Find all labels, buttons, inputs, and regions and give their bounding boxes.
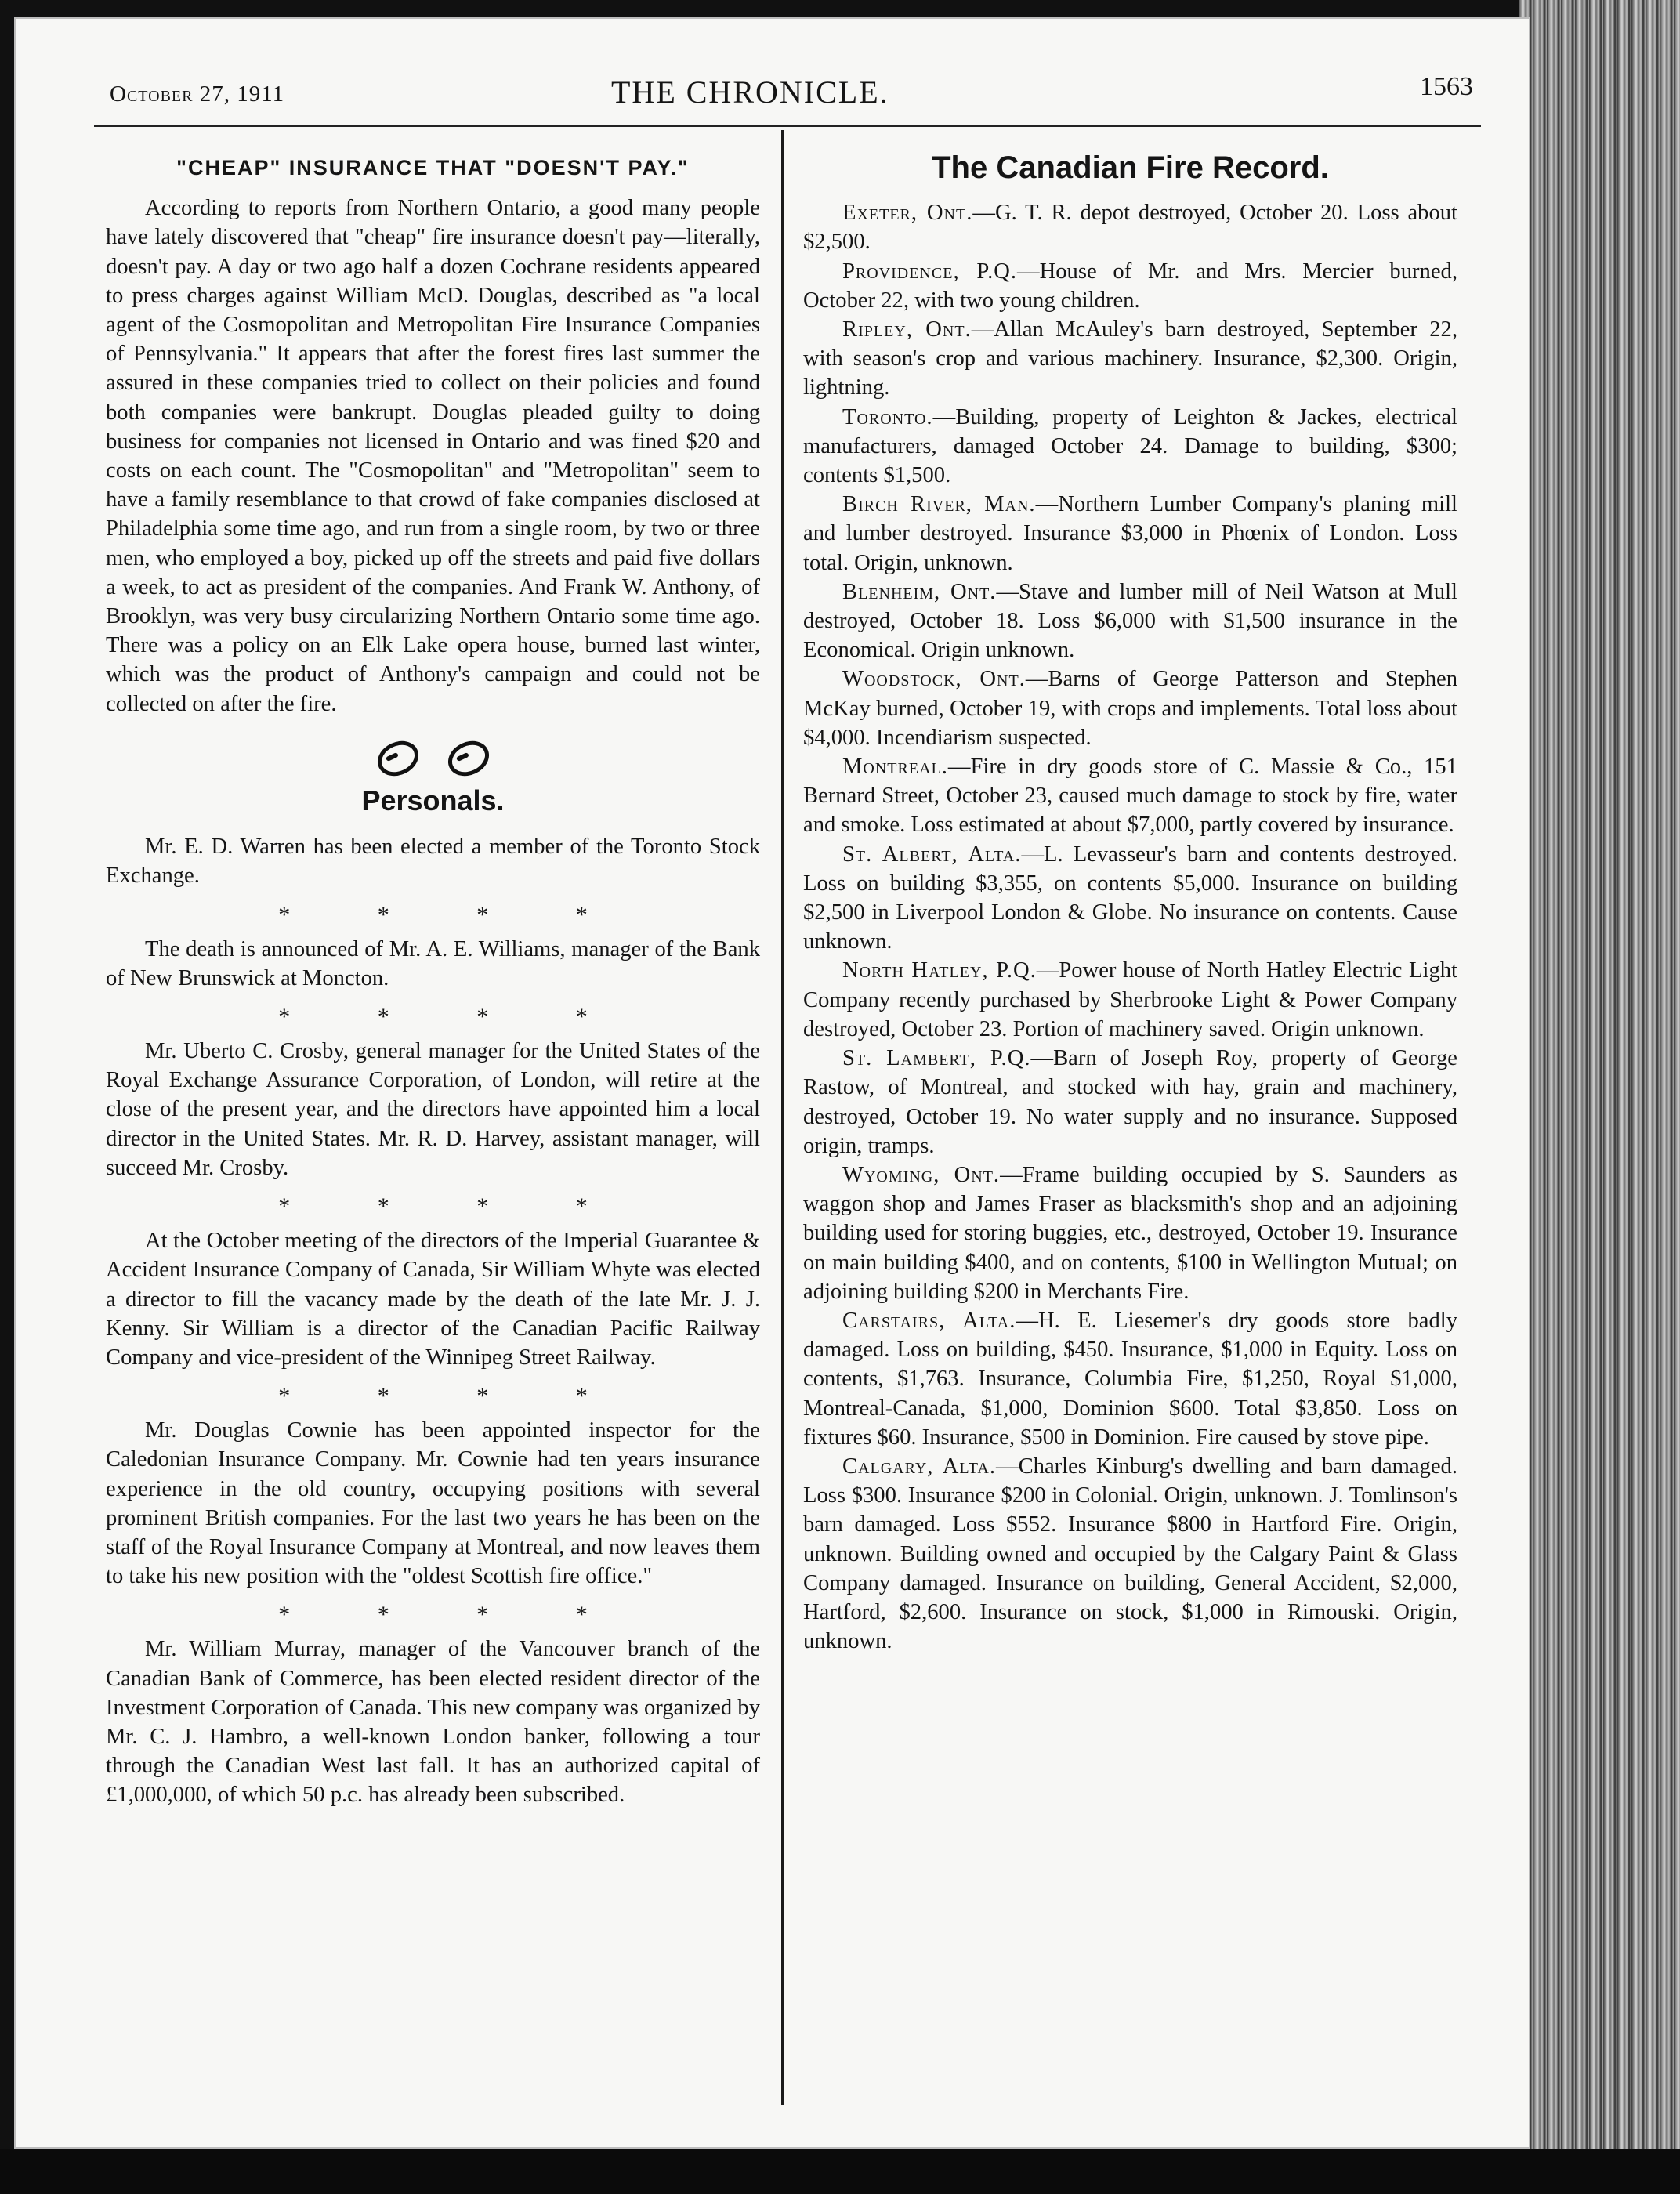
header-page-number: 1563 xyxy=(1420,72,1473,101)
separator-stars: * * * * xyxy=(278,1193,628,1220)
fire-entry-place: Blenheim, Ont. xyxy=(842,579,997,604)
fire-entry: Providence, P.Q.—House of Mr. and Mrs. Mercier burned, October 22, with two young children. xyxy=(803,259,1457,313)
fire-entry: Wyoming, Ont.—Frame building occupied by S. Saunders as waggon shop and James Fraser as blacksmith's shop and an adjoining building used for storing buggies, etc., destroyed, October 19. Insurance on main building $400, and on contents, $100 in Wellington Mutual; on adjoining building $200 in Merchants Fire. xyxy=(803,1162,1457,1304)
fire-entry-text: Barn of Joseph Roy, property of George Rastow, of Montreal, and stocked with hay, grain and machinery, destroyed, October 19. No water supply and no insurance. Supposed origin, tramps. xyxy=(803,1046,1457,1158)
fire-entry-place: Toronto. xyxy=(842,404,933,429)
personal-item: The death is announced of Mr. A. E. Williams, manager of the Bank of New Brunswick at Moncton. xyxy=(106,936,760,990)
fire-entry-place: Calgary, Alta. xyxy=(842,1454,996,1479)
fire-entry-place: St. Lambert, P.Q. xyxy=(842,1046,1031,1071)
fire-entry-text: Allan McAuley's barn destroyed, September 22, with season's crop and various machinery. Insurance, $2,300. Origin, lightning. xyxy=(803,317,1457,400)
personals-heading: Personals. xyxy=(361,784,505,817)
fire-entry: Blenheim, Ont.—Stave and lumber mill of Neil Watson at Mull destroyed, October 18. Loss $6,000 with $1,500 insurance in the Economical. Origin unknown. xyxy=(803,579,1457,663)
scan-bottom-edge xyxy=(0,2149,1680,2194)
fire-entry-text: Barns of George Patterson and Stephen McKay burned, October 19, with crops and implements. Total loss about $4,000. Incendiarism suspected. xyxy=(803,667,1457,750)
header-rule xyxy=(94,125,1481,127)
fire-entry-text: G. T. R. depot destroyed, October 20. Loss about $2,500. xyxy=(803,201,1458,255)
fire-entry-text: Building, property of Leighton & Jackes, electrical manufacturers, damaged October 24. Damage to building, $300; contents $1,500. xyxy=(803,404,1457,488)
personal-item: Mr. William Murray, manager of the Vancouver branch of the Canadian Bank of Commerce, has been elected resident director of the Investment Corporation of Canada. This new company was organized by Mr. C. J. Hambro, a well-known London banker, following a tour through the Canadian West last fall. It has an authorized capital of £1,000,000, of which 50 p.c. has already been subscribed. xyxy=(106,1637,760,1808)
fire-entry-place: Birch River, Man. xyxy=(842,492,1036,517)
cheap-insurance-heading: "CHEAP" INSURANCE THAT "DOESN'T PAY." xyxy=(176,156,690,179)
fire-entry: Calgary, Alta.—Charles Kinburg's dwelling and barn damaged. Loss $300. Insurance $200 in Colonial. Origin, unknown. J. Tomlinson's barn damaged. Loss $552. Insurance $800 in Hartford Fire. Origin, unknown. Building owned and occupied by the Calgary Paint & Glass Company damaged. Insurance on building, General Accident, $2,000, Hartford, $2,600. Insurance on stock, $1,000 in Rimouski. Origin, unknown. xyxy=(803,1454,1457,1654)
personal-item: Mr. Uberto C. Crosby, general manager for the United States of the Royal Exchange Assurance Corporation, of London, will retire at the close of the present year, and the directors have appointed him a local director in the United States. Mr. R. D. Harvey, assistant manager, will succeed Mr. Crosby. xyxy=(106,1039,760,1180)
fire-entry-place: Montreal. xyxy=(842,755,948,780)
fire-entry-text: L. Levasseur's barn and contents destroyed. Loss on building $3,355, on contents $5,000. Insurance on building $2,500 in Liverpool London & Globe. No insurance on contents. Cause unknown. xyxy=(803,842,1457,954)
personal-item: Mr. E. D. Warren has been elected a member of the Toronto Stock Exchange. xyxy=(106,835,760,889)
fire-entry-place: Wyoming, Ont. xyxy=(842,1162,1001,1187)
fire-entry: North Hatley, P.Q.—Power house of North Hatley Electric Light Company recently purchased by Sherbrooke Light & Power Company destroyed, October 23. Portion of machinery saved. Origin unknown. xyxy=(803,958,1457,1041)
fire-entry-text: House of Mr. and Mrs. Mercier burned, October 22, with two young children. xyxy=(803,259,1457,313)
left-column xyxy=(106,154,760,1810)
page-header xyxy=(110,72,1489,119)
fire-entry-text: Stave and lumber mill of Neil Watson at Mull destroyed, October 18. Loss $6,000 with $1,500 insurance in the Economical. Origin unknown. xyxy=(803,579,1457,663)
separator-stars: * * * * xyxy=(278,1602,628,1628)
fire-entry-text: Fire in dry goods store of C. Massie & Co., 151 Bernard Street, October 23, caused much damage to stock by fire, water and smoke. Loss estimated at about $7,000, partly covered by insurance. xyxy=(803,755,1457,838)
fire-entry-place: St. Albert, Alta. xyxy=(842,842,1022,867)
fire-entry: Montreal.—Fire in dry goods store of C. Massie & Co., 151 Bernard Street, October 23, caused much damage to stock by fire, water and smoke. Loss estimated at about $7,000, partly covered by insurance. xyxy=(803,755,1457,838)
fire-entry: Toronto.—Building, property of Leighton & Jackes, electrical manufacturers, damaged October 24. Damage to building, $300; contents $1,500. xyxy=(803,404,1457,488)
ornament-divider xyxy=(106,742,760,783)
personal-item: Mr. Douglas Cownie has been appointed inspector for the Caledonian Insurance Company. Mr. Cownie had ten years insurance experience in the old country, occupying positions with several prominent British companies. For the last two years he has been on the staff of the Royal Insurance Company at Montreal, and now leaves them to take his new position with the "oldest Scottish fire office." xyxy=(106,1418,760,1589)
fire-entry-place: Woodstock, Ont. xyxy=(842,667,1026,692)
separator-stars: * * * * xyxy=(278,901,628,928)
fire-entry-text: Northern Lumber Company's planing mill and lumber destroyed. Insurance $3,000 in Phœnix of London. Loss total. Origin, unknown. xyxy=(803,492,1458,575)
fire-entry-place: Providence, P.Q. xyxy=(842,259,1018,284)
cheap-insurance-body: According to reports from Northern Ontario, a good many people have lately discovered that "cheap" fire insurance doesn't pay—literally, doesn't pay. A day or two ago half a dozen Cochrane residents appeared to press charges against William McD. Douglas, described as "a local agent of the Cosmopolitan and Metropolitan Fire Insurance Companies of Pennsylvania." It appears that after the forest fires last summer the assured in these companies tried to collect on their policies and found both companies were bankrupt. Douglas pleaded guilty to doing business for companies not licensed in Ontario and was fined $20 and costs on each count. The "Cosmopolitan" and "Metropolitan" seem to have a family resemblance to that crowd of fake companies disclosed at Philadelphia some time ago, and run from a single room, by two or three men, who employed a boy, picked up off the streets and paid five dollars a week, to act as president of the companies. And Frank W. Anthony, of Brooklyn, was very busy circularizing Northern Ontario some time ago. There was a policy on an Elk Lake opera house, burned last winter, which was the product of Anthony's campaign and could not be collected on after the fire. xyxy=(106,196,760,716)
fire-entry: Carstairs, Alta.—H. E. Liesemer's dry goods store badly damaged. Loss on building, $450. Insurance, $1,000 in Equity. Loss on contents, $1,763. Insurance, Columbia Fire, $1,250, Royal $1,000, Montreal-Canada, $1,000, Dominion $600. Total $3,850. Loss on fixtures $60. Insurance, $500 in Dominion. Fire caused by stove pipe. xyxy=(803,1308,1457,1450)
fire-entry: St. Lambert, P.Q.—Barn of Joseph Roy, property of George Rastow, of Montreal, and stocked with hay, grain and machinery, destroyed, October 19. No water supply and no insurance. Supposed origin, tramps. xyxy=(803,1046,1457,1158)
fire-entry-place: Ripley, Ont. xyxy=(842,317,972,342)
fire-entry-text: Frame building occupied by S. Saunders as waggon shop and James Fraser as blacksmith's shop and an adjoining building used for storing buggies, etc., destroyed, October 19. Insurance on main building $400, and on contents, $100 in Wellington Mutual; on adjoining building $200 in Merchants Fire. xyxy=(803,1162,1457,1304)
fire-entry-text: Charles Kinburg's dwelling and barn damaged. Loss $300. Insurance $200 in Colonial. Origin, unknown. J. Tomlinson's barn damaged. Loss $552. Insurance $800 in Hartford Fire. Origin, unknown. Building owned and occupied by the Calgary Paint & Glass Company damaged. Insurance on building, General Accident, $2,000, Hartford, $2,600. Insurance on stock, $1,000 in Rimouski. Origin, unknown. xyxy=(803,1454,1457,1654)
fire-entry-place: Carstairs, Alta. xyxy=(842,1308,1016,1333)
fire-entry-text: H. E. Liesemer's dry goods store badly damaged. Loss on building, $450. Insurance, $1,000 in Equity. Loss on contents, $1,763. Insurance, Columbia Fire, $1,250, Royal $1,000, Montreal-Canada, $1,000, Dominion $600. Total $3,850. Loss on fixtures $60. Insurance, $500 in Dominion. Fire caused by stove pipe. xyxy=(803,1308,1457,1450)
header-title: THE CHRONICLE. xyxy=(611,74,889,110)
personal-item: At the October meeting of the directors of the Imperial Guarantee & Accident Insurance Company of Canada, Sir William Whyte was elected a director to fill the vacancy made by the death of the late Mr. J. J. Kenny. Sir William is a director of the Canadian Pacific Railway Company and vice-president of the Winnipeg Street Railway. xyxy=(106,1229,760,1370)
fire-entry-text: Power house of North Hatley Electric Light Company recently purchased by Sherbrooke Light & Power Company destroyed, October 23. Portion of machinery saved. Origin unknown. xyxy=(803,958,1457,1041)
separator-stars: * * * * xyxy=(278,1383,628,1410)
fire-entry: Birch River, Man.—Northern Lumber Company's planing mill and lumber destroyed. Insurance $3,000 in Phœnix of London. Loss total. Origin, unknown. xyxy=(803,492,1458,575)
fire-entry: St. Albert, Alta.—L. Levasseur's barn and contents destroyed. Loss on building $3,355, on contents $5,000. Insurance on building $2,500 in Liverpool London & Globe. No insurance on contents. Cause unknown. xyxy=(803,842,1457,954)
fire-record-heading: The Canadian Fire Record. xyxy=(932,150,1329,185)
fire-entry: Exeter, Ont.—G. T. R. depot destroyed, October 20. Loss about $2,500. xyxy=(803,201,1458,255)
fire-entry: Woodstock, Ont.—Barns of George Patterson and Stephen McKay burned, October 19, with crops and implements. Total loss about $4,000. Incendiarism suspected. xyxy=(803,667,1457,750)
fire-entry-place: North Hatley, P.Q. xyxy=(842,958,1037,983)
right-column xyxy=(803,150,1458,1656)
column-divider xyxy=(781,130,784,2105)
book-binding-edge xyxy=(1519,0,1680,2194)
fire-entry-place: Exeter, Ont. xyxy=(842,201,973,226)
separator-stars: * * * * xyxy=(278,1004,628,1030)
fire-entry: Ripley, Ont.—Allan McAuley's barn destroyed, September 22, with season's crop and various machinery. Insurance, $2,300. Origin, lightning. xyxy=(803,317,1457,400)
header-date: October 27, 1911 xyxy=(110,81,285,107)
